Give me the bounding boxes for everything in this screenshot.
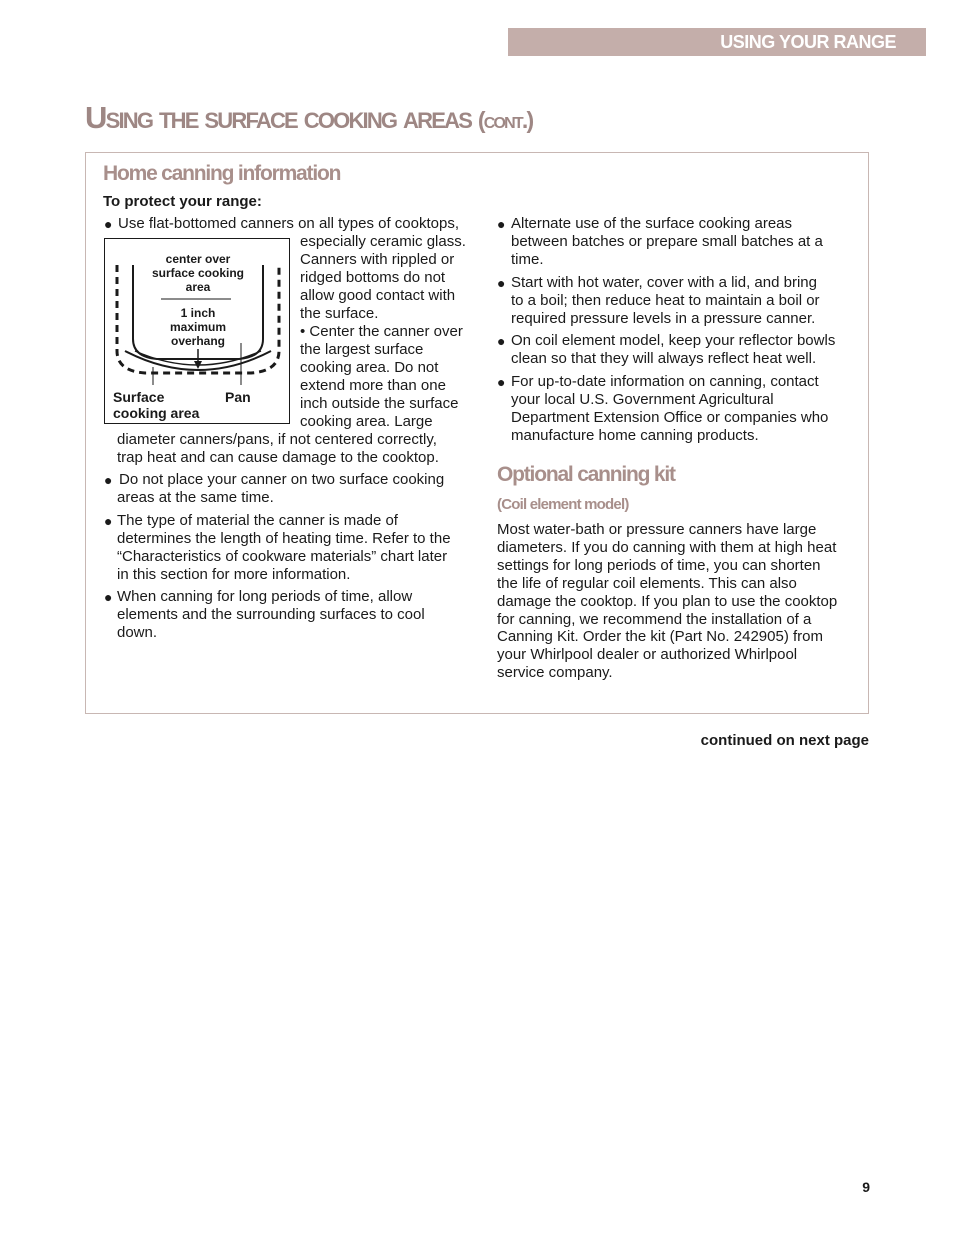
protect-range-intro: To protect your range: [103,193,262,210]
bullet-dot: ● [104,589,113,605]
section-header-bar [508,28,926,56]
bullet1-wrap-line: • Center the canner over [300,323,463,340]
bullet4-line: down. [117,624,158,641]
bullet3-line: The type of material the canner is made of [117,512,398,529]
canner-diagram [104,238,290,424]
bullet3-line: in this section for more information. [117,566,351,583]
home-canning-heading: Home canning information [103,162,341,185]
bullet-dot: ● [104,513,113,529]
right-bullet3-line: clean so that they will always reflect heat well. [511,350,817,367]
canning-kit-heading: Optional canning kit [497,463,675,486]
right-bullet4-line: Department Extension Office or companies who [511,409,829,426]
section-header-label: USING YOUR RANGE [720,32,896,52]
bullet1-wrap-line: Canners with rippled or [300,251,455,268]
page-number: 9 [862,1179,870,1195]
bullet1-wrap-line: the surface. [300,305,379,322]
bullet1-wrap-line: the largest surface [300,341,424,358]
bullet4-line: elements and the surrounding surfaces to cool [117,606,425,623]
bullet4-line: When canning for long periods of time, allow [117,588,413,605]
bullet2-line: Do not place your canner on two surface cooking [119,471,445,488]
right-bullet3-line: On coil element model, keep your reflector bowls [511,332,836,349]
bullet1-wrap-line: ridged bottoms do not [300,269,446,286]
bullet3-line: determines the length of heating time. Refer to the [117,530,451,547]
canning-kit-body-line: Canning Kit. Order the kit (Part No. 242905) from [497,628,823,645]
diagram-label-overhang: 1 inch maximum overhang [169,306,227,348]
right-bullet2-line: required pressure levels in a pressure canner. [511,310,816,327]
bullet-dot: ● [497,275,506,291]
continued-note: continued on next page [700,732,869,749]
bullet1-bottom-line: trap heat and can cause damage to the cooktop. [117,449,439,466]
canning-kit-body-line: the life of regular coil elements. This can also [497,575,797,592]
bullet1-wrap-line: inch outside the surface [300,395,459,412]
bullet-dot: ● [104,472,113,488]
bullet1-wrap-line: allow good contact with [300,287,456,304]
canning-kit-body-line: damage the cooktop. If you plan to use the cooktop [497,593,838,610]
bullet1-wrap-line: especially ceramic glass. [300,233,466,250]
right-bullet4-line: For up-to-date information on canning, contact [511,373,819,390]
page-title-suffix: (cont.) [477,107,533,133]
page-title-main: Using the surface cooking areas [85,100,472,135]
bullet1-top-line: Use flat-bottomed canners on all types of cooktops, [118,215,460,232]
diagram-label-surface: Surface cooking area [113,389,200,421]
right-bullet2-line: Start with hot water, cover with a lid, and bring [511,274,817,291]
canning-kit-body-line: your Whirlpool dealer or authorized Whirlpool [497,646,798,663]
bullet2-line: areas at the same time. [117,489,274,506]
canning-kit-body-line: settings for long periods of time, you can shorten [497,557,821,574]
diagram-label-pan: Pan [225,389,251,405]
bullet3-line: “Characteristics of cookware materials” chart later [117,548,448,565]
canning-kit-body-line: service company. [497,664,613,681]
canning-kit-body-line: for canning, we recommend the installation of a [497,611,812,628]
right-bullet1-line: Alternate use of the surface cooking areas [511,215,793,232]
diagram-label-center: center over surface cooking area [151,252,245,294]
right-bullet2-line: to a boil; then reduce heat to maintain a boil or [511,292,820,309]
bullet1-wrap-line: cooking area. Do not [300,359,439,376]
bullet1-wrap-line: cooking area. Large [300,413,433,430]
canning-kit-body-line: Most water-bath or pressure canners have large [497,521,817,538]
bullet-dot: ● [497,216,506,232]
bullet-dot: ● [104,216,113,232]
right-bullet1-line: between batches or prepare small batches at a [511,233,823,250]
bullet-dot: ● [497,333,506,349]
right-bullet4-line: your local U.S. Government Agricultural [511,391,774,408]
right-bullet4-line: manufacture home canning products. [511,427,759,444]
canning-kit-body-line: diameters. If you do canning with them at high heat [497,539,837,556]
right-bullet1-line: time. [511,251,544,268]
page-title [85,100,532,136]
bullet-dot: ● [497,374,506,390]
bullet1-bottom-line: diameter canners/pans, if not centered correctly, [117,431,437,448]
bullet1-wrap-line: extend more than one [300,377,446,394]
canning-kit-subheading: (Coil element model) [497,496,629,513]
